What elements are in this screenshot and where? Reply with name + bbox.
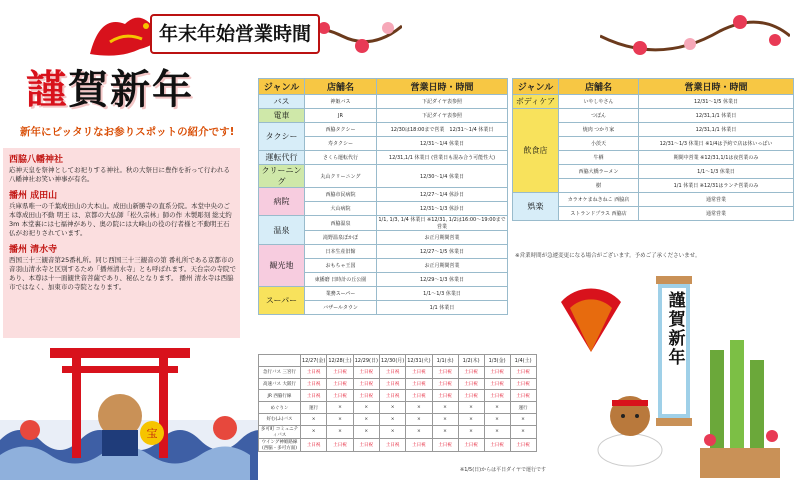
section-body: 応神天皇を祭神としてお祀りする神社。秋の大祭日に豊作を祈って行われる八幡神社お笑い神事が有名。 — [9, 166, 230, 183]
store-name-cell: おもちゃ王国 — [305, 259, 377, 273]
table-row — [259, 151, 508, 165]
hours-cell: 1/1, 1/3, 1/4 休業日 ※12/31, 1/2は16:00～19:00まで営業 — [378, 217, 506, 230]
hours-table-left — [258, 78, 508, 315]
hours-cell: 12/31～1/3 休業日 ※1/4は予約で店は休いっぱい — [639, 137, 794, 151]
hours-cell: 12/31,1/1 休業日 (営業日も混み合う可能性大) — [377, 151, 508, 165]
store-name-cell: 業務スーパー — [305, 287, 377, 301]
route-label: ウイング神姫路線 (西脇・多可方面) — [259, 438, 301, 451]
schedule-row — [259, 366, 537, 378]
day-header: 12/28(土) — [327, 355, 353, 367]
schedule-row — [259, 378, 537, 390]
schedule-cell: × — [406, 402, 432, 414]
store-name-cell: 神姫バス — [305, 95, 377, 109]
hours-cell: 12/31,1/1 休業日 — [639, 123, 794, 137]
table-row — [513, 193, 794, 207]
page-title — [26, 58, 194, 115]
hours-cell: 通常営業 — [639, 193, 794, 207]
genre-cell: 電車 — [259, 109, 305, 123]
schedule-cell: × — [301, 425, 327, 438]
section-body: 西国三十三観音第25番札所。同じ西国三十三観音の第 番札所である京都市の音羽山清水寺と区別するため「播州清水寺」とも呼ばれます。天台宗の寺院であり、本尊は十一面観世音菩薩であり、秘仏となります。 播州 清水寺は西脇市ではなく、加東市の寺院となります。 — [9, 256, 236, 291]
hours-cell: 下記ダイヤ表参照 — [377, 95, 508, 109]
table-row — [513, 95, 794, 109]
schedule-cell: 土日祝 — [510, 438, 536, 451]
hours-cell: 1/1 休業日 — [377, 301, 508, 315]
schedule-cell: 土日祝 — [458, 390, 484, 402]
hours-cell: 1/1 休業日 ※12/31はランチ営業のみ — [639, 179, 794, 193]
schedule-cell: 土日祝 — [458, 378, 484, 390]
kadomatsu-icon — [690, 340, 790, 480]
hours-cell: 12/27～1/5 休業日 — [377, 245, 508, 259]
schedule-cell: 土日祝 — [353, 366, 379, 378]
schedule-cell: × — [406, 413, 432, 425]
hours-cell: お正月期間営業 — [377, 231, 508, 245]
schedule-cell: × — [510, 413, 536, 425]
schedule-cell: × — [458, 425, 484, 438]
schedule-cell: 土日祝 — [510, 390, 536, 402]
table-row — [513, 109, 794, 123]
schedule-cell: 土日祝 — [406, 378, 432, 390]
col-header: ジャンル — [513, 79, 559, 95]
hours-table-right — [512, 78, 794, 221]
hours-cell: 12/29～1/3 休業日 — [377, 273, 508, 287]
day-header: 1/2(木) — [458, 355, 484, 367]
day-header: 1/3(金) — [484, 355, 510, 367]
hours-cell: 12/30～1/4 休業日 — [377, 165, 508, 188]
schedule-cell: 土日祝 — [301, 438, 327, 451]
store-name-cell: 丸山クリーニング — [305, 165, 377, 188]
hours-cell: お正月期間営業 — [377, 259, 508, 273]
hours-cell: 12/31,1/1 休業日 — [639, 109, 794, 123]
schedule-cell: 土日祝 — [353, 438, 379, 451]
hours-cell: 1/1～1/3 休業日 — [639, 165, 794, 179]
genre-cell: 運転代行 — [259, 151, 305, 165]
schedule-cell: 土日祝 — [301, 366, 327, 378]
route-label: 高速バス 大阪行 — [259, 378, 301, 390]
section-body: 兵庫県唯一の千葉成田山の大本山。成田山新勝寺の直系分院。本堂中央のご本尊成田山不動 明王 は、京都の大仏師「松久宗林」師の作 木製彫刻 総丈約3m 本堂裏には七福神があり、奥の院には大峰山の役の行者様と不動明王石仏がお祀りされています。 — [9, 202, 232, 237]
table-row — [259, 245, 508, 259]
schedule-cell: × — [353, 413, 379, 425]
table-row — [259, 123, 508, 137]
schedule-cell: × — [379, 402, 405, 414]
store-name-cell: 西脇市民病院 — [305, 188, 377, 202]
schedule-cell: 土日祝 — [353, 378, 379, 390]
col-header — [259, 355, 301, 367]
schedule-cell: 土日祝 — [432, 378, 458, 390]
day-header: 12/30(月) — [379, 355, 405, 367]
route-label: 急行バス 三宮行 — [259, 366, 301, 378]
schedule-cell: 運行 — [301, 402, 327, 414]
schedule-footnote: ※1/5(日)からは平日ダイヤで運行です — [460, 467, 547, 473]
schedule-cell: × — [432, 425, 458, 438]
section-heading: 播州 成田山 — [9, 191, 58, 201]
schedule-cell: × — [327, 413, 353, 425]
schedule-cell: 土日祝 — [484, 390, 510, 402]
schedule-cell: 土日祝 — [458, 366, 484, 378]
schedule-cell: × — [458, 402, 484, 414]
schedule-cell: 土日祝 — [301, 378, 327, 390]
schedule-cell: 土日祝 — [510, 366, 536, 378]
hours-cell: 12/30は18:00まで営業 12/31～1/4 休業日 — [377, 123, 508, 137]
schedule-cell: 土日祝 — [406, 438, 432, 451]
schedule-cell: 土日祝 — [379, 378, 405, 390]
genre-cell: スーパー — [259, 287, 305, 315]
table-row — [259, 216, 508, 231]
store-name-cell: つぼん — [559, 109, 639, 123]
notice-text: ※営業時間が急遽変更になる場合がございます。予めご了承くださいませ。 — [515, 253, 701, 259]
transit-schedule-table — [258, 354, 537, 452]
table-row — [259, 109, 508, 123]
hours-cell: 12/27～1/4 休診日 — [377, 188, 508, 202]
genre-cell: タクシー — [259, 123, 305, 151]
store-name-cell: バザールタウン — [305, 301, 377, 315]
table-row — [259, 287, 508, 301]
hours-cell: 下記ダイヤ表参照 — [377, 109, 508, 123]
store-name-cell: JR — [305, 109, 377, 123]
store-name-cell: いやしやさん — [559, 95, 639, 109]
schedule-row — [259, 413, 537, 425]
schedule-row — [259, 425, 537, 438]
schedule-cell: 土日祝 — [406, 366, 432, 378]
schedule-cell: × — [484, 425, 510, 438]
schedule-cell: 土日祝 — [379, 438, 405, 451]
hours-cell: 1/1～1/3 休業日 — [377, 287, 508, 301]
schedule-cell: × — [353, 402, 379, 414]
schedule-cell: 土日祝 — [327, 366, 353, 378]
schedule-cell: × — [484, 402, 510, 414]
schedule-cell: × — [458, 413, 484, 425]
route-label: JR 西脇行線 — [259, 390, 301, 402]
schedule-cell: 土日祝 — [406, 390, 432, 402]
genre-cell: バス — [259, 95, 305, 109]
route-label: 好む(ふ)バス — [259, 413, 301, 425]
store-name-cell: 西脇タクシー — [305, 123, 377, 137]
schedule-cell: × — [353, 425, 379, 438]
schedule-cell: 土日祝 — [432, 390, 458, 402]
section-heading: 播州 清水寺 — [9, 245, 58, 255]
schedule-cell: 土日祝 — [510, 378, 536, 390]
schedule-cell: × — [327, 402, 353, 414]
table-row — [259, 95, 508, 109]
schedule-cell: 土日祝 — [327, 390, 353, 402]
schedule-row — [259, 390, 537, 402]
schedule-cell: 土日祝 — [379, 390, 405, 402]
horse-mascot-icon — [590, 380, 670, 470]
table-row — [259, 188, 508, 202]
schedule-cell: × — [406, 425, 432, 438]
store-name-cell: 焼肉 つかり家 — [559, 123, 639, 137]
store-name-cell: 日本生産旧館 — [305, 245, 377, 259]
hours-cell: 12/31～1/5 休業日 — [639, 95, 794, 109]
schedule-cell: × — [510, 425, 536, 438]
schedule-cell: 土日祝 — [484, 438, 510, 451]
store-name-cell: 大山病院 — [305, 202, 377, 216]
schedule-cell: × — [432, 413, 458, 425]
fan-icon — [556, 282, 626, 362]
genre-cell: 病院 — [259, 188, 305, 216]
schedule-row — [259, 438, 537, 451]
store-name-cell: 牛栖 — [559, 151, 639, 165]
col-header: ジャンル — [259, 79, 305, 95]
hours-banner: 年末年始営業時間 — [150, 14, 320, 54]
col-header: 店舗名 — [305, 79, 377, 95]
subtitle: 新年にピッタリなお参りスポットの紹介です! — [20, 126, 235, 138]
col-header: 店舗名 — [559, 79, 639, 95]
torii-gate-icon — [40, 338, 200, 458]
schedule-row — [259, 402, 537, 414]
genre-cell: 娯楽 — [513, 193, 559, 221]
genre-cell: 温泉 — [259, 216, 305, 245]
scroll-text: 謹賀新年 — [668, 291, 686, 368]
store-name-cell: 東播磨 日時計の丘公園 — [305, 273, 377, 287]
schedule-cell: 土日祝 — [353, 390, 379, 402]
day-header: 12/31(火) — [406, 355, 432, 367]
store-name-cell: 西脇大橋ラーメン — [559, 165, 639, 179]
schedule-cell: 土日祝 — [379, 366, 405, 378]
plum-blossom-icon — [600, 6, 790, 66]
schedule-cell: × — [301, 413, 327, 425]
day-header: 1/4(土) — [510, 355, 536, 367]
col-header: 営業日時・時間 — [639, 79, 794, 95]
shrine-info-panel — [3, 148, 240, 338]
store-name-cell: さくら運転代行 — [305, 151, 377, 165]
hours-cell: 12/31～1/3 休診日 — [377, 202, 508, 216]
schedule-cell: × — [484, 413, 510, 425]
day-header: 1/1(水) — [432, 355, 458, 367]
hours-cell: 期間中営業 ※12/31,1/1は夜営業のみ — [639, 151, 794, 165]
schedule-cell: 土日祝 — [327, 438, 353, 451]
store-name-cell: 滝野温泉ぽかぽ — [305, 231, 377, 245]
genre-cell: ボディケア — [513, 95, 559, 109]
store-name-cell: 樹 — [559, 179, 639, 193]
schedule-cell: 土日祝 — [301, 390, 327, 402]
schedule-cell: 土日祝 — [327, 378, 353, 390]
route-label: 多可町 コミュニティバス — [259, 425, 301, 438]
day-header: 12/27(金) — [301, 355, 327, 367]
schedule-cell: × — [379, 425, 405, 438]
store-name-cell: 小茨天 — [559, 137, 639, 151]
genre-cell: 飲食店 — [513, 109, 559, 193]
day-header: 12/29(日) — [353, 355, 379, 367]
store-name-cell: 西脇温泉 — [305, 216, 377, 231]
schedule-cell: × — [379, 413, 405, 425]
schedule-cell: 土日祝 — [432, 366, 458, 378]
genre-cell: 観光地 — [259, 245, 305, 287]
title-first-char: 謹 — [26, 66, 68, 113]
schedule-cell: × — [432, 402, 458, 414]
hours-cell: 通常営業 — [639, 207, 794, 221]
hours-cell: 12/31～1/4 休業日 — [377, 137, 508, 151]
schedule-cell: 運行 — [510, 402, 536, 414]
store-name-cell: カラオケまねきねこ 西脇店 — [559, 193, 639, 207]
col-header: 営業日時・時間 — [377, 79, 508, 95]
table-row — [259, 165, 508, 188]
schedule-cell: 土日祝 — [432, 438, 458, 451]
schedule-cell: 土日祝 — [458, 438, 484, 451]
genre-cell: クリーニング — [259, 165, 305, 188]
treasure-badge: 宝 — [146, 427, 158, 440]
left-panel — [0, 0, 258, 480]
schedule-cell: 土日祝 — [484, 378, 510, 390]
schedule-cell: × — [327, 425, 353, 438]
schedule-cell: 土日祝 — [484, 366, 510, 378]
route-label: めぐりン — [259, 402, 301, 414]
store-name-cell: ストランドプラス 西脇店 — [559, 207, 639, 221]
store-name-cell: 寿タクシー — [305, 137, 377, 151]
title-rest: 賀新年 — [68, 66, 194, 113]
section-heading: 西脇八幡神社 — [9, 155, 64, 165]
